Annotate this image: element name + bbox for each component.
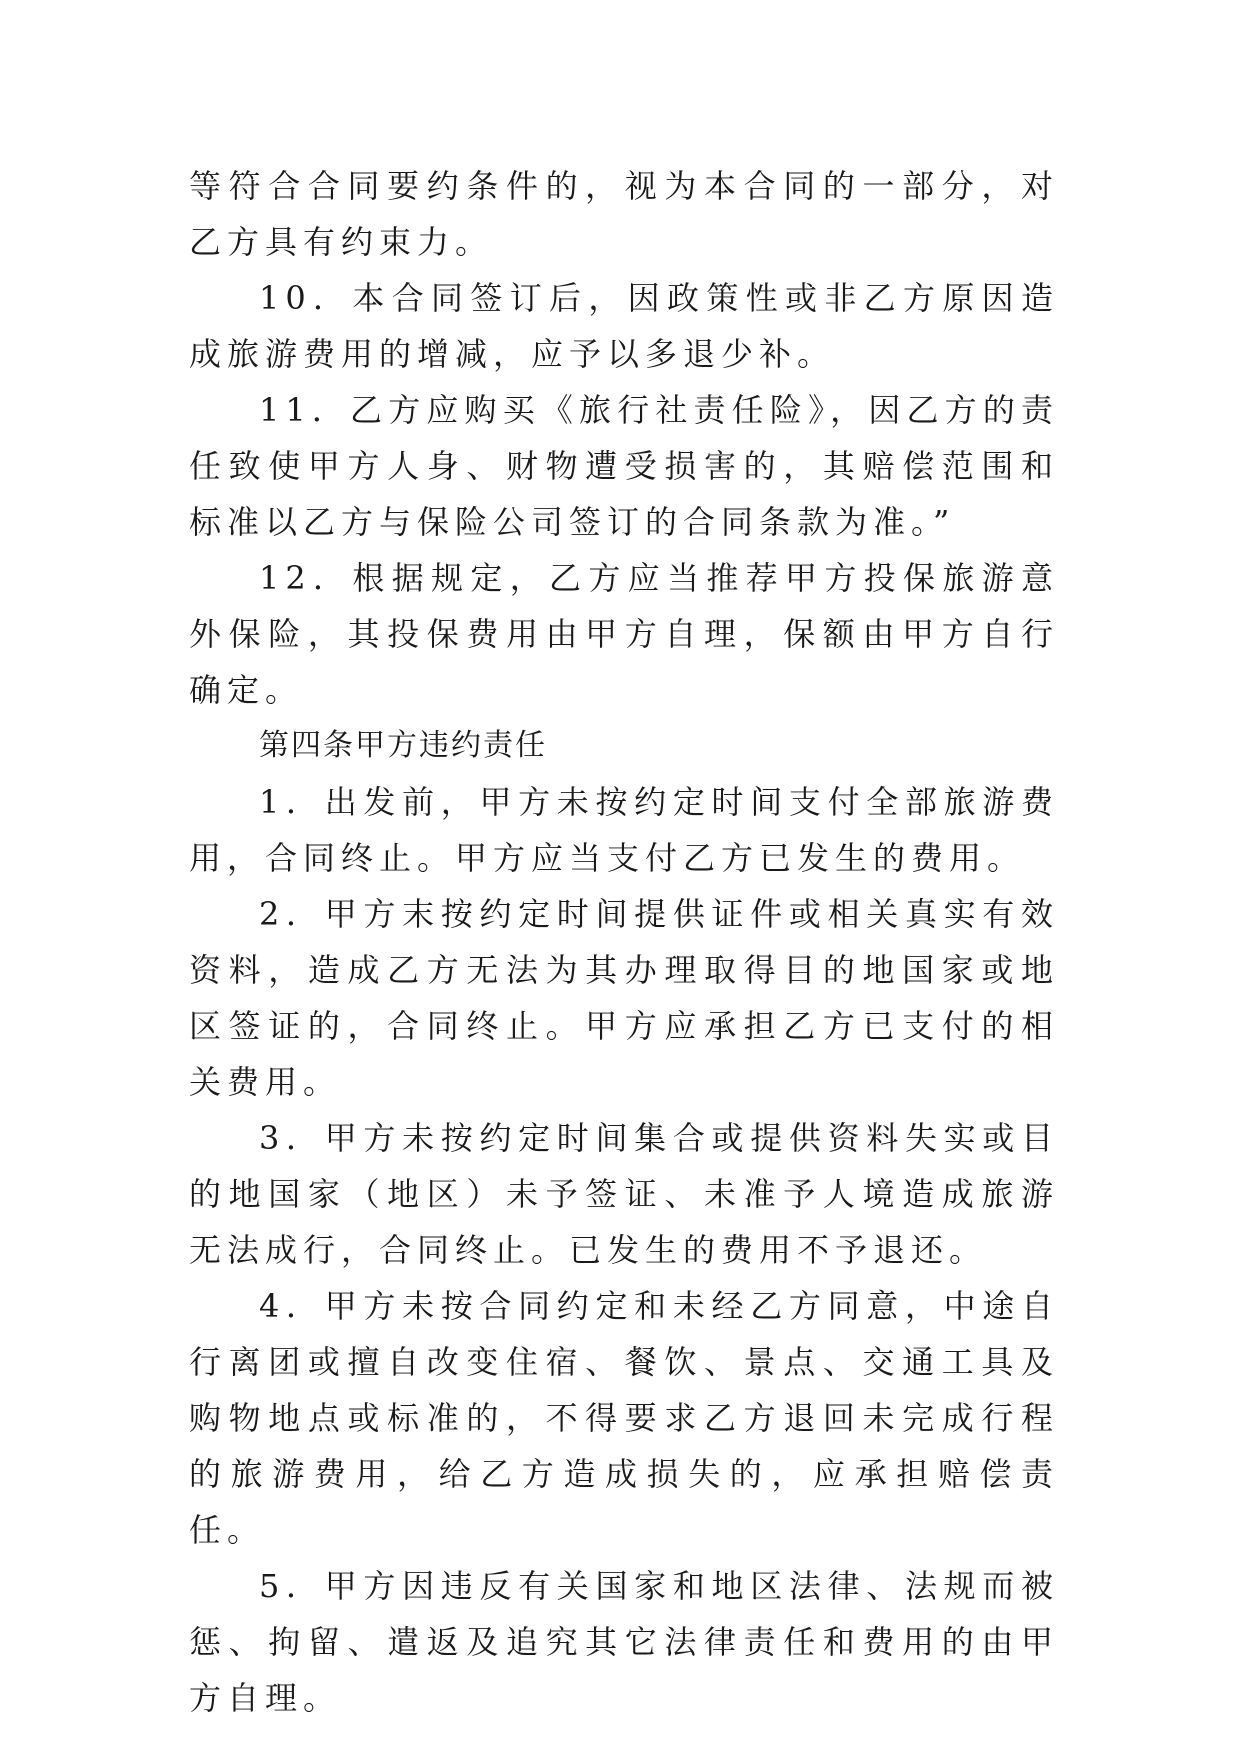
paragraph-section-item-2: 2．甲方末按约定时间提供证件或相关真实有效资料，造成乙方无法为其办理取得目的地国家或地区签证的，合同终止。甲方应承担乙方已支付的相关费用。 <box>189 895 1059 1101</box>
section-heading: 第四条甲方违约责任 <box>259 728 547 763</box>
paragraph-section-item-5: 5．甲方因违反有关国家和地区法律、法规而被惩、拘留、遣返及追究其它法律责任和费用的由甲方自理。 <box>189 1567 1059 1717</box>
paragraph-clause-11: 11．乙方应购买《旅行社责任险》，因乙方的责任致使甲方人身、财物遭受损害的，其赔偿范围和标准以乙方与保险公司签订的合同条款为准。” <box>189 391 1059 541</box>
paragraph-section-item-4: 4．甲方未按合同约定和未经乙方同意，中途自行离团或擅自改变住宿、餐饮、景点、交通工具及购物地点或标准的，不得要求乙方退回未完成行程的旅游费用，给乙方造成损失的，应承担赔偿责任。 <box>189 1287 1059 1549</box>
document-body <box>189 158 1059 1726</box>
paragraph-clause-12: 12．根据规定，乙方应当推荐甲方投保旅游意外保险，其投保费用由甲方自理，保额由甲方自行确定。 <box>189 559 1059 709</box>
paragraph-section-item-1: 1．出发前，甲方未按约定时间支付全部旅游费用，合同终止。甲方应当支付乙方已发生的费用。 <box>189 783 1059 877</box>
paragraph-clause-10: 10．本合同签订后，因政策性或非乙方原因造成旅游费用的增减，应予以多退少补。 <box>189 279 1059 373</box>
paragraph-continuation: 等符合合同要约条件的，视为本合同的一部分，对乙方具有约束力。 <box>189 167 1059 261</box>
paragraph-section-item-3: 3．甲方未按约定时间集合或提供资料失实或目的地国家（地区）未予签证、未准予人境造成旅游无法成行，合同终止。已发生的费用不予退还。 <box>189 1119 1059 1269</box>
